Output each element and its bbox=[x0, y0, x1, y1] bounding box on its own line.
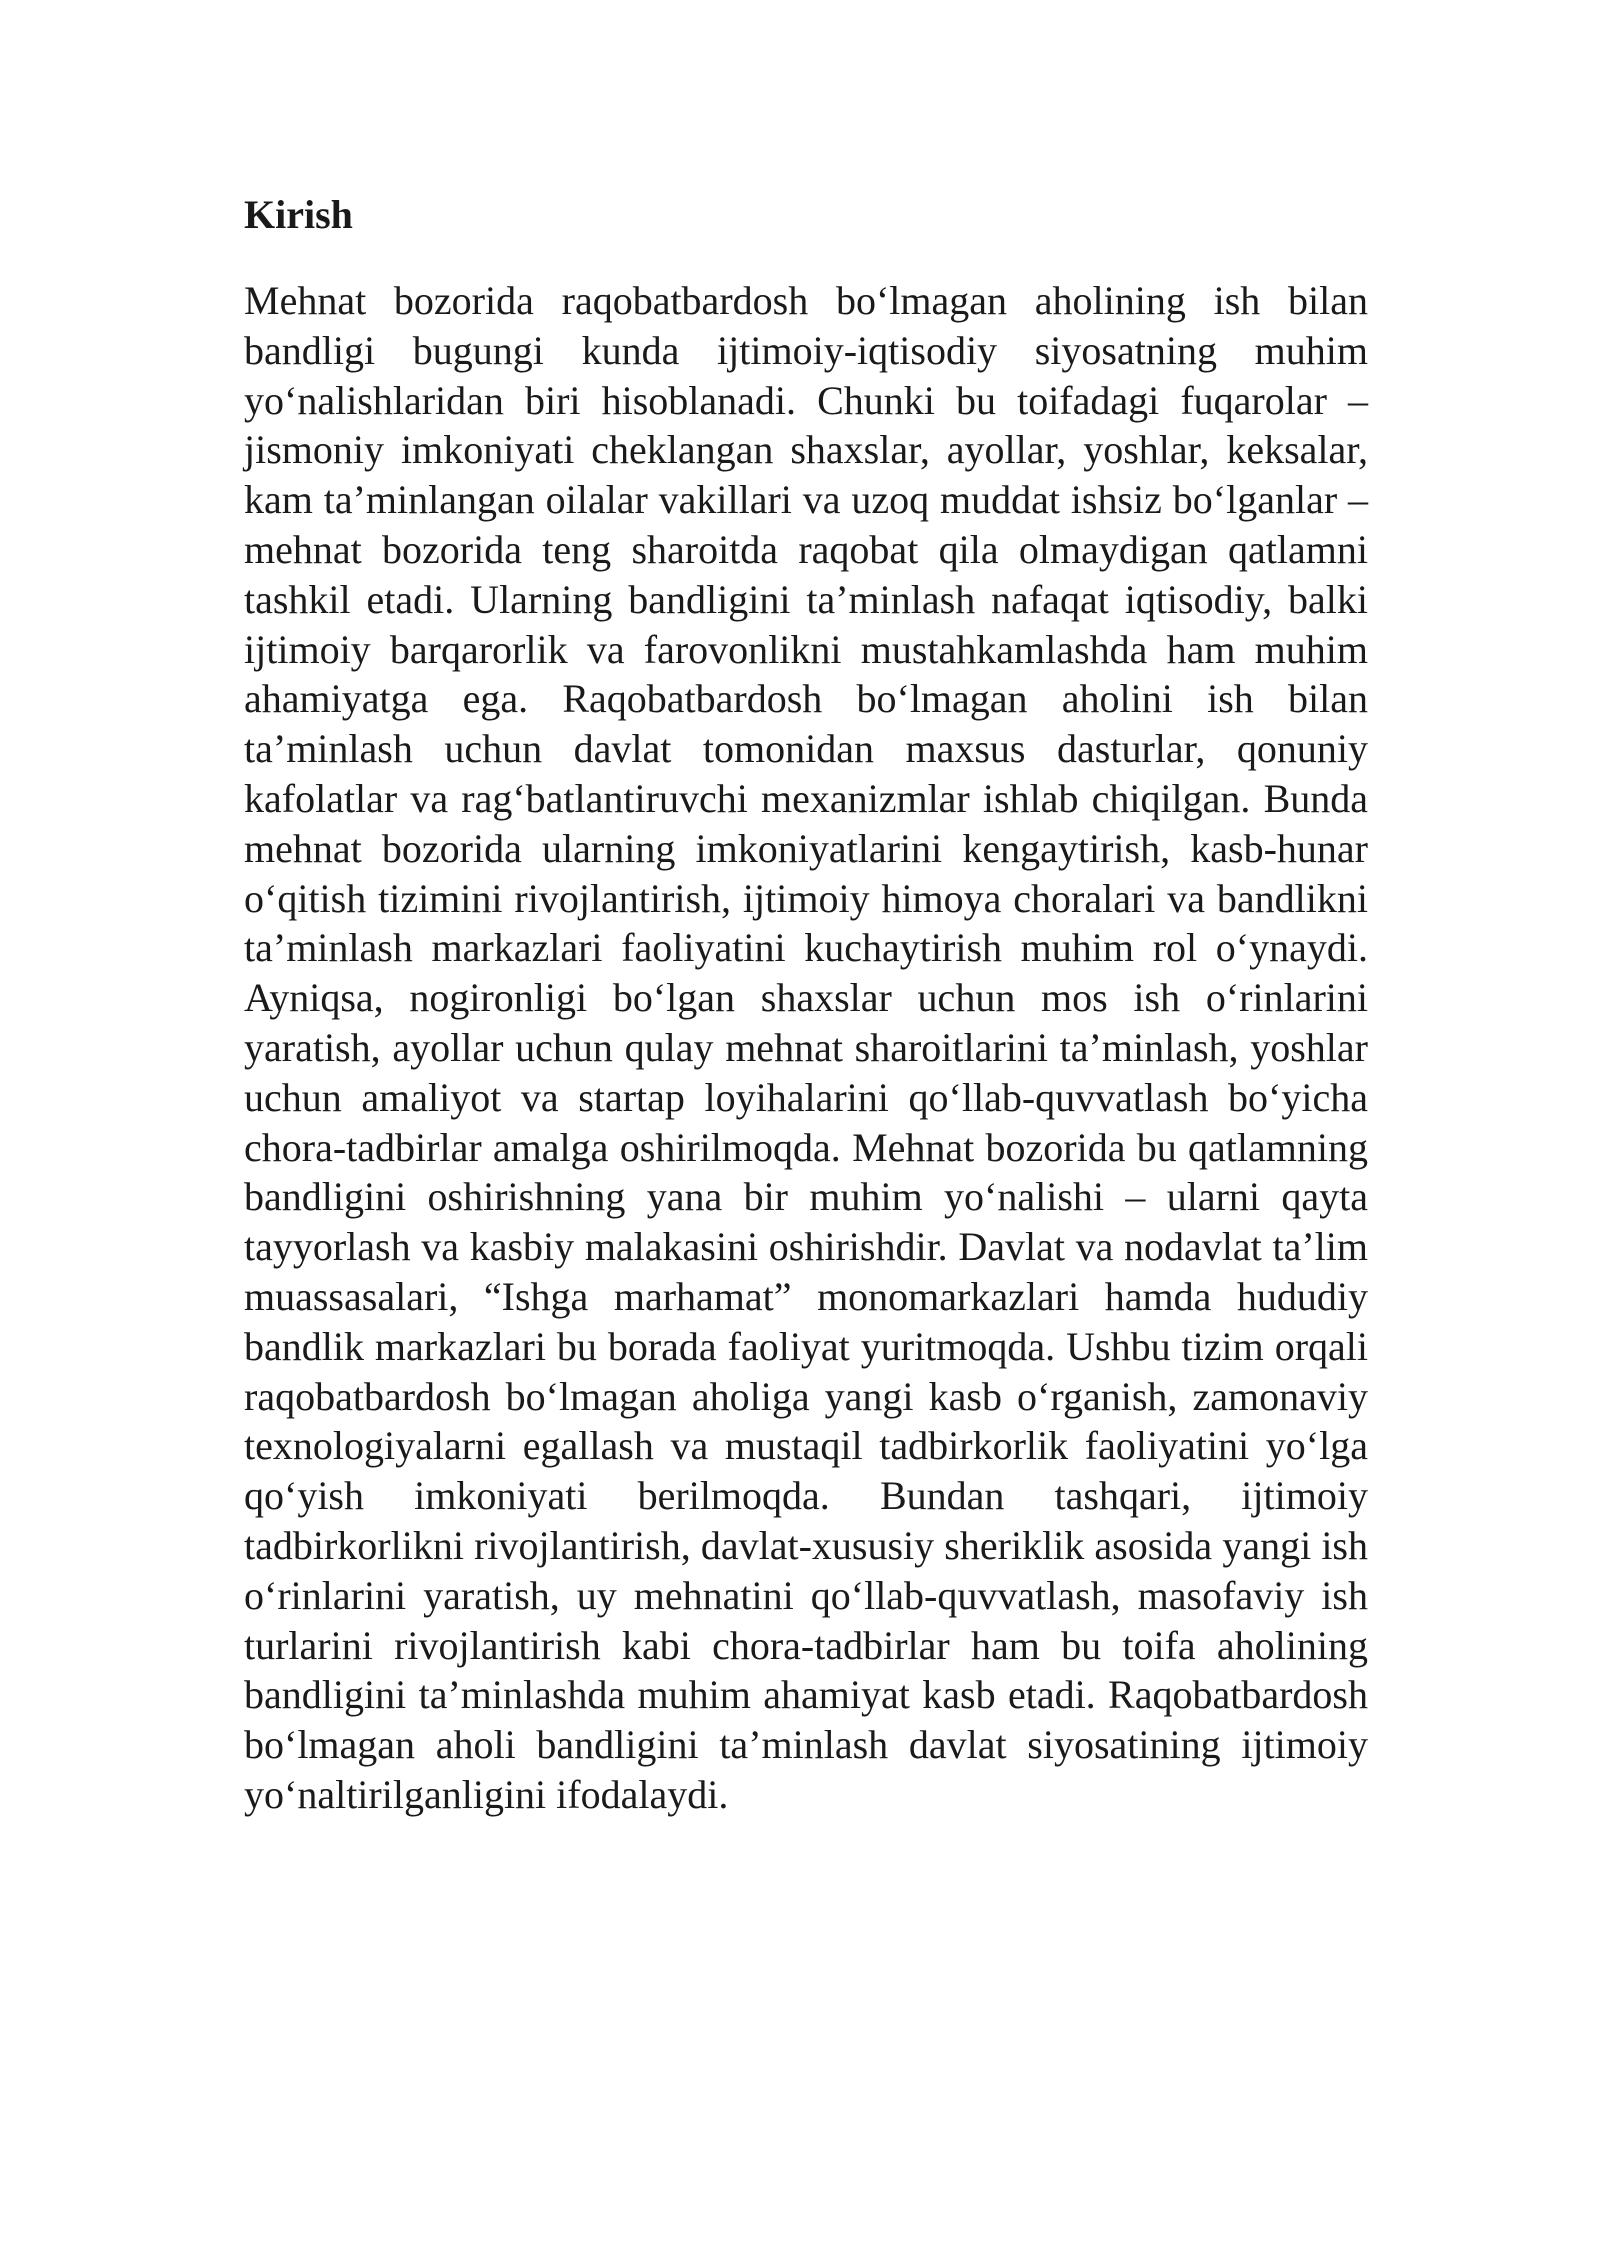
document-content bbox=[244, 190, 1368, 1820]
body-paragraph: Mehnat bozorida raqobatbardosh bo‘lmagan aholining ish bilan bandligi bugungi kunda ijtimoiy-iqtisodiy siyosatning muhim yo‘nalishlaridan biri hisoblanadi. Chunki bu toifadagi fuqarolar – jismoniy imkoniyati cheklangan shaxslar, ayollar, yoshlar, keksalar, kam ta’minlangan oilalar vakillari va uzoq muddat ishsiz bo‘lganlar – mehnat bozorida teng sharoitda raqobat qila olmaydigan qatlamni tashkil etadi. Ularning bandligini ta’minlash nafaqat iqtisodiy, balki ijtimoiy barqarorlik va farovonlikni mustahkamlashda ham muhim ahamiyatga ega. Raqobatbardosh bo‘lmagan aholini ish bilan ta’minlash uchun davlat tomonidan maxsus dasturlar, qonuniy kafolatlar va rag‘batlantiruvchi mexanizmlar ishlab chiqilgan. Bunda mehnat bozorida ularning imkoniyatlarini kengaytirish, kasb-hunar o‘qitish tizimini rivojlantirish, ijtimoiy himoya choralari va bandlikni ta’minlash markazlari faoliyatini kuchaytirish muhim rol o‘ynaydi. Ayniqsa, nogironligi bo‘lgan shaxslar uchun mos ish o‘rinlarini yaratish, ayollar uchun qulay mehnat sharoitlarini ta’minlash, yoshlar uchun amaliyot va startap loyihalarini qo‘llab-quvvatlash bo‘yicha chora-tadbirlar amalga oshirilmoqda. Mehnat bozorida bu qatlamning bandligini oshirishning yana bir muhim yo‘nalishi – ularni qayta tayyorlash va kasbiy malakasini oshirishdir. Davlat va nodavlat ta’lim muassasalari, “Ishga marhamat” monomarkazlari hamda hududiy bandlik markazlari bu borada faoliyat yuritmoqda. Ushbu tizim orqali raqobatbardosh bo‘lmagan aholiga yangi kasb o‘rganish, zamonaviy texnologiyalarni egallash va mustaqil tadbirkorlik faoliyatini yo‘lga qo‘yish imkoniyati berilmoqda. Bundan tashqari, ijtimoiy tadbirkorlikni rivojlantirish, davlat-xususiy sheriklik asosida yangi ish o‘rinlarini yaratish, uy mehnatini qo‘llab-quvvatlash, masofaviy ish turlarini rivojlantirish kabi chora-tadbirlar ham bu toifa aholining bandligini ta’minlashda muhim ahamiyat kasb etadi. Raqobatbardosh bo‘lmagan aholi bandligini ta’minlash davlat siyosatining ijtimoiy yo‘naltirilganligini ifodalaydi. bbox=[244, 278, 1368, 1817]
section-heading: Kirish bbox=[244, 192, 353, 237]
